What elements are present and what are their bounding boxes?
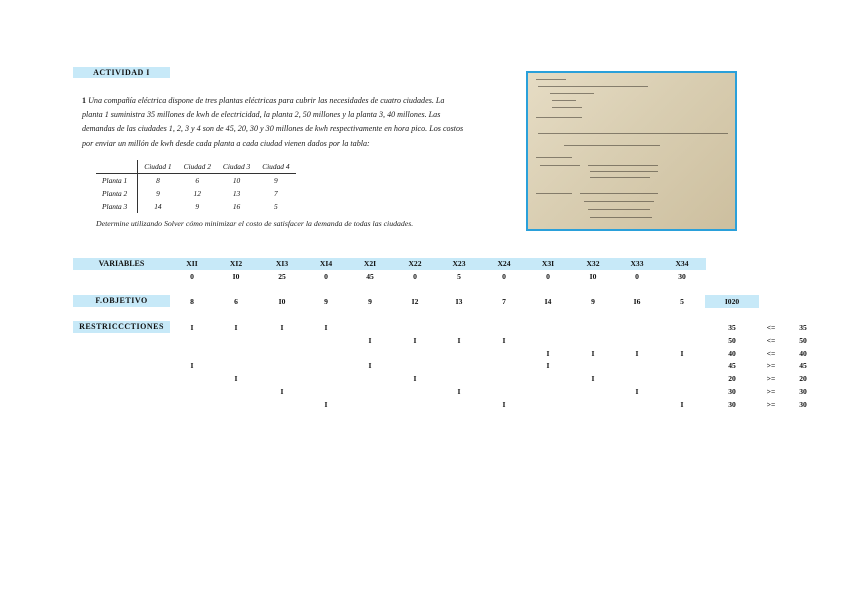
- constraint-coefficient: I: [502, 336, 506, 345]
- objective-coefficient: 7: [502, 297, 506, 306]
- cost-table-header: [96, 160, 296, 174]
- constraint-coefficient: I: [234, 374, 238, 383]
- variable-value: 0: [324, 272, 328, 281]
- variable-name: XI2: [229, 259, 243, 268]
- cost-cell: 8: [156, 176, 160, 185]
- constraint-lhs: 30: [728, 387, 736, 396]
- variable-value: 25: [278, 272, 286, 281]
- constraint-rhs: 40: [799, 349, 807, 358]
- constraint-lhs: 45: [728, 361, 736, 370]
- variable-name: X34: [675, 259, 689, 268]
- constraint-coefficient: I: [368, 361, 372, 370]
- constraint-sign: <=: [766, 336, 776, 345]
- constraint-coefficient: I: [413, 336, 417, 345]
- constraint-lhs: 40: [728, 349, 736, 358]
- variable-value: I0: [232, 272, 240, 281]
- table-row: [96, 187, 296, 200]
- cost-cell: 16: [232, 202, 241, 211]
- variable-value: I0: [589, 272, 597, 281]
- variable-name: X32: [586, 259, 600, 268]
- handwritten-notes-photo: [526, 71, 737, 231]
- constraint-rhs: 50: [799, 336, 807, 345]
- variable-value: 45: [366, 272, 374, 281]
- constraint-lhs: 35: [728, 323, 736, 332]
- cost-cell: 5: [274, 202, 278, 211]
- constraint-rhs: 30: [799, 387, 807, 396]
- cost-cell: 9: [156, 189, 160, 198]
- objective-coefficient: I2: [411, 297, 419, 306]
- objective-coefficient: I0: [278, 297, 286, 306]
- cost-table-header-cell: Ciudad 3: [217, 160, 256, 174]
- objective-coefficient: 6: [234, 297, 238, 306]
- objective-coefficient: I4: [544, 297, 552, 306]
- variable-value: 0: [502, 272, 506, 281]
- variable-value: 0: [413, 272, 417, 281]
- constraint-coefficient: I: [546, 361, 550, 370]
- variable-name: X33: [630, 259, 644, 268]
- problem-text: Una compañía eléctrica dispone de tres plantas eléctricas para cubrir las necesidades de cuatro ciudades. La planta 1 suministra 35 millones de kwh de electricidad, la planta 2, 50 millones y la planta 3, 40 millones. Las demandas de las ciudades 1, 2, 3 y 4 son de 45, 20, 30 y 30 millones de kwh respectivamente en hora pico. Los costos por enviar un millón de kwh desde cada planta a cada ciudad vienen dados por la tabla:: [82, 96, 464, 148]
- cost-cell: 6: [195, 176, 200, 185]
- variables-label: VARIABLES: [98, 259, 145, 268]
- cost-table-header-cell: Ciudad 4: [256, 160, 295, 174]
- constraint-coefficient: I: [280, 387, 284, 396]
- variable-name: X2I: [363, 259, 377, 268]
- activity-title: ACTIVIDAD I: [73, 67, 170, 78]
- problem-statement: [82, 94, 464, 151]
- variable-name: X22: [408, 259, 422, 268]
- cost-cell: 9: [195, 202, 200, 211]
- constraint-lhs: 20: [728, 374, 736, 383]
- cost-cell: 13: [232, 189, 241, 198]
- constraint-rhs: 30: [799, 400, 807, 409]
- constraint-sign: >=: [766, 400, 776, 409]
- constraint-coefficient: I: [546, 349, 550, 358]
- cost-cell: 12: [193, 189, 201, 198]
- objective-coefficient: 9: [591, 297, 595, 306]
- constraint-sign: <=: [766, 323, 776, 332]
- constraint-lhs: 50: [728, 336, 736, 345]
- table-row: [96, 174, 296, 188]
- cost-cell: 9: [274, 176, 278, 185]
- cost-table-header-cell: Ciudad 2: [178, 160, 217, 174]
- table-row: [96, 200, 296, 213]
- constraint-rhs: 20: [799, 374, 807, 383]
- constraint-sign: <=: [766, 349, 776, 358]
- constraint-coefficient: I: [591, 374, 595, 383]
- constraint-coefficient: I: [457, 387, 461, 396]
- constraint-sign: >=: [766, 387, 776, 396]
- variable-name: XI4: [319, 259, 333, 268]
- constraint-coefficient: I: [680, 349, 684, 358]
- problem-closing: Determine utilizando Solver cómo minimizar el costo de satisfacer la demanda de todas las ciudades.: [96, 219, 414, 228]
- constraint-coefficient: I: [502, 400, 506, 409]
- objective-value: I020: [705, 295, 759, 308]
- constraint-coefficient: I: [413, 374, 417, 383]
- row-header: Planta 2: [96, 187, 138, 200]
- constraint-sign: >=: [766, 374, 776, 383]
- constraint-coefficient: I: [324, 323, 328, 332]
- objective-coefficient: 8: [190, 297, 194, 306]
- objective-coefficient: 9: [324, 297, 328, 306]
- variable-name: XI3: [275, 259, 289, 268]
- constraint-coefficient: I: [680, 400, 684, 409]
- objective-coefficient: 9: [368, 297, 372, 306]
- objective-coefficient: I6: [633, 297, 641, 306]
- cost-cell: 14: [154, 202, 162, 211]
- constraint-coefficient: I: [591, 349, 595, 358]
- objective-label: F.OBJETIVO: [73, 295, 170, 307]
- objective-coefficient: 5: [680, 297, 684, 306]
- variable-value: 0: [546, 272, 550, 281]
- restrictions-label: RESTRICCCTIONES: [73, 321, 170, 333]
- cost-cell: 7: [274, 189, 278, 198]
- constraint-coefficient: I: [280, 323, 284, 332]
- constraint-coefficient: I: [234, 323, 238, 332]
- constraint-coefficient: I: [635, 349, 639, 358]
- variable-name: X24: [497, 259, 511, 268]
- variable-value: 0: [190, 272, 194, 281]
- variable-value: 30: [678, 272, 686, 281]
- variable-value: 5: [457, 272, 461, 281]
- variable-name: XII: [186, 259, 198, 268]
- row-header: Planta 1: [96, 174, 138, 188]
- variable-value: 0: [635, 272, 639, 281]
- constraint-coefficient: I: [635, 387, 639, 396]
- constraint-coefficient: I: [324, 400, 328, 409]
- variable-name: X3I: [541, 259, 555, 268]
- constraint-rhs: 45: [799, 361, 807, 370]
- constraint-coefficient: I: [190, 361, 194, 370]
- cost-table: [96, 160, 296, 213]
- constraint-rhs: 35: [799, 323, 807, 332]
- cost-table-header-cell: Ciudad 1: [138, 160, 178, 174]
- problem-number: 1: [82, 96, 87, 105]
- cost-table-header-cell: [96, 160, 138, 174]
- objective-coefficient: I3: [455, 297, 463, 306]
- variable-name: X23: [452, 259, 466, 268]
- constraint-coefficient: I: [190, 323, 194, 332]
- constraint-sign: >=: [766, 361, 776, 370]
- constraint-lhs: 30: [728, 400, 736, 409]
- cost-cell: 10: [232, 176, 241, 185]
- constraint-coefficient: I: [368, 336, 372, 345]
- row-header: Planta 3: [96, 200, 138, 213]
- constraint-coefficient: I: [457, 336, 461, 345]
